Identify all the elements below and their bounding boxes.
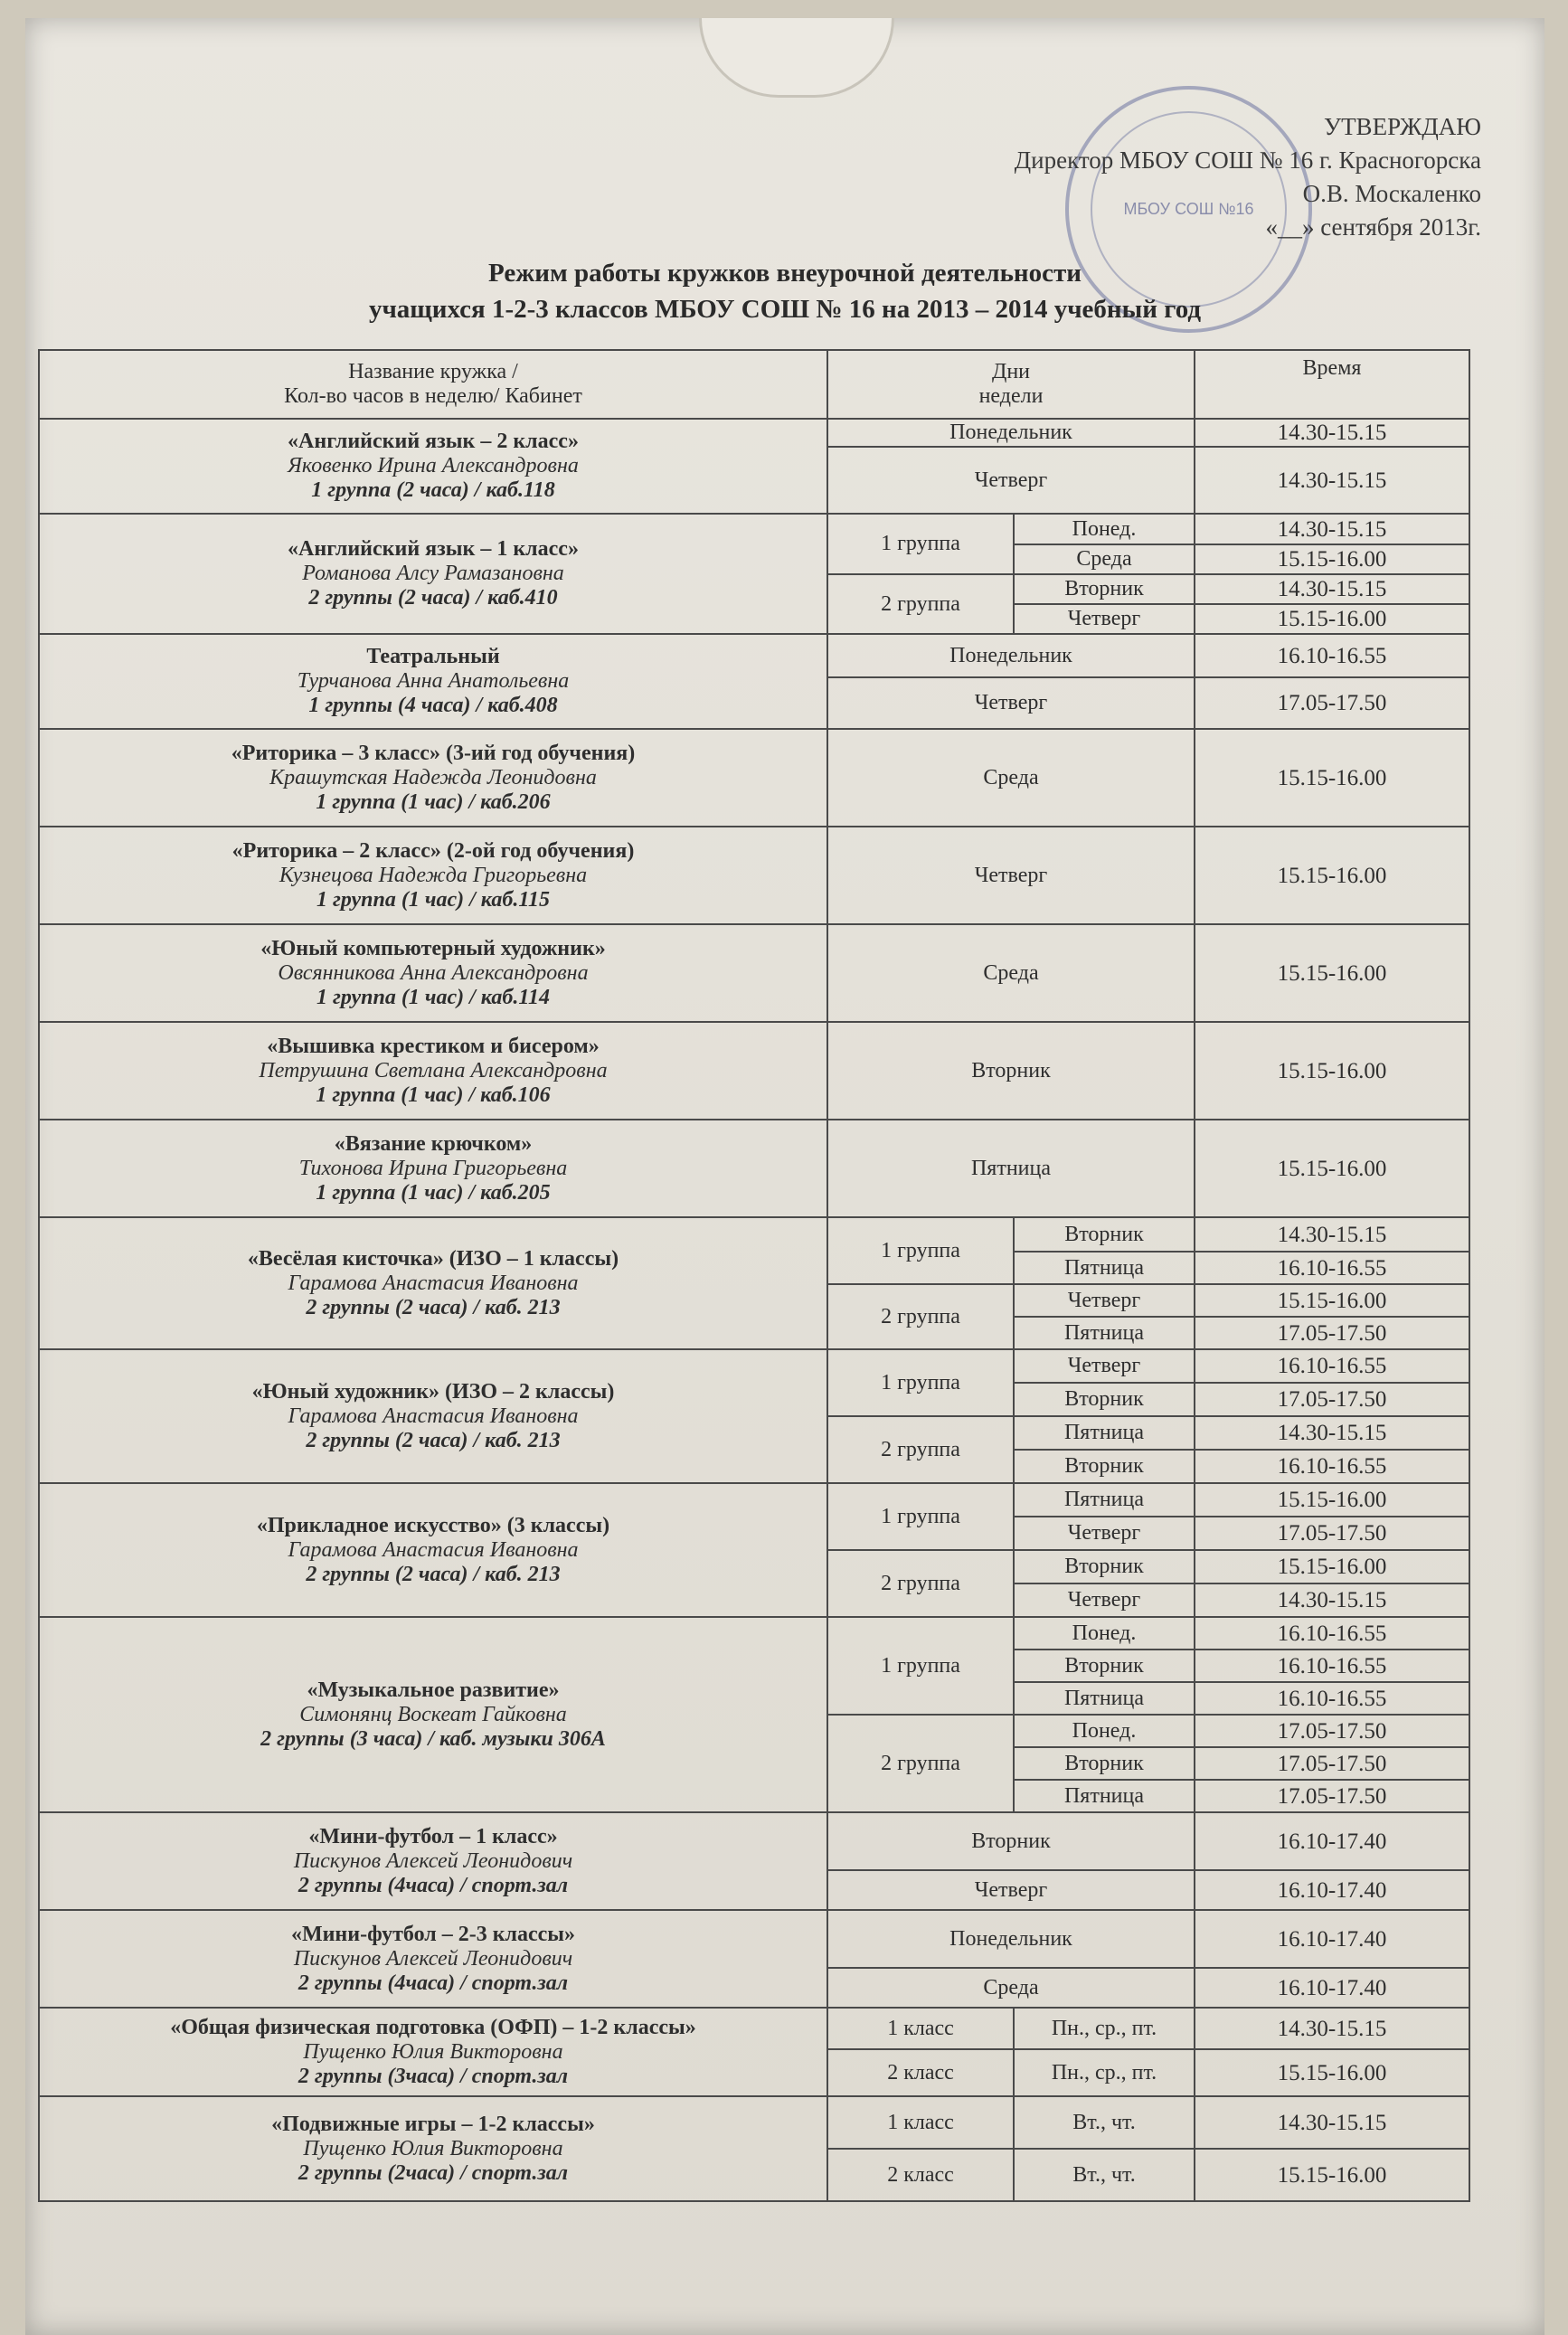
time-cell: 15.15-16.00 <box>1195 544 1469 574</box>
time-cell: 16.10-16.55 <box>1195 1252 1469 1284</box>
schedule-row <box>39 514 1469 544</box>
time-cell: 17.05-17.50 <box>1195 1517 1469 1550</box>
group-label: 1 группа <box>827 1217 1014 1284</box>
circle-teacher: Романова Алсу Рамазановна <box>302 562 564 585</box>
day-cell: Среда <box>827 924 1195 1022</box>
schedule-row <box>39 1483 1469 1517</box>
day-cell: Вторник <box>1014 1217 1195 1252</box>
time-cell: 16.10-17.40 <box>1195 1870 1469 1910</box>
day-cell: Четверг <box>827 677 1195 729</box>
day-cell: Среда <box>827 1968 1195 2008</box>
schedule-row <box>39 2096 1469 2149</box>
sheet-protector-tab <box>699 18 894 98</box>
time-cell: 17.05-17.50 <box>1195 1780 1469 1812</box>
time-cell: 14.30-15.15 <box>1195 447 1469 514</box>
circle-info-cell <box>39 2096 827 2201</box>
circle-name: «Риторика – 3 класс» (3-ий год обучения) <box>231 741 636 765</box>
day-cell: Четверг <box>1014 604 1195 634</box>
approval-heading: УТВЕРЖДАЮ <box>1323 113 1481 140</box>
schedule-row <box>39 1812 1469 1870</box>
time-cell: 17.05-17.50 <box>1195 1747 1469 1780</box>
circle-name: «Юный художник» (ИЗО – 2 классы) <box>251 1379 615 1404</box>
time-cell: 14.30-15.15 <box>1195 419 1469 447</box>
circle-groups-room: 2 группы (2 часа) / каб.410 <box>308 586 558 610</box>
day-cell: Пятница <box>1014 1483 1195 1517</box>
time-cell: 15.15-16.00 <box>1195 827 1469 924</box>
circle-info-cell <box>39 514 827 634</box>
group-label: 1 группа <box>827 1349 1014 1416</box>
circle-name: Театральный <box>366 645 500 668</box>
circle-teacher: Яковенко Ирина Александровна <box>288 454 579 477</box>
day-cell: Пятница <box>1014 1682 1195 1715</box>
day-cell: Пн., ср., пт. <box>1014 2008 1195 2049</box>
time-cell: 14.30-15.15 <box>1195 2008 1469 2049</box>
circle-name: «Мини-футбол – 1 класс» <box>308 1824 558 1848</box>
circle-groups-room: 2 группы (2 часа) / каб. 213 <box>306 1295 561 1319</box>
time-cell: 16.10-17.40 <box>1195 1968 1469 2008</box>
group-label: 2 группа <box>827 1715 1014 1812</box>
schedule-row <box>39 1022 1469 1120</box>
circle-groups-room: 2 группы (2 часа) / каб. 213 <box>306 1428 561 1452</box>
circle-info-cell <box>39 729 827 827</box>
circle-info-cell <box>39 2008 827 2096</box>
day-cell: Пятница <box>1014 1416 1195 1450</box>
day-cell: Вторник <box>1014 574 1195 604</box>
circle-groups-room: 1 группа (1 час) / каб.106 <box>316 1082 551 1107</box>
day-cell: Вторник <box>1014 1383 1195 1416</box>
circle-info-cell <box>39 1120 827 1217</box>
time-cell: 17.05-17.50 <box>1195 1715 1469 1747</box>
time-cell: 16.10-17.40 <box>1195 1910 1469 1968</box>
header-time: Время <box>1195 350 1469 419</box>
approval-block <box>1015 110 1481 244</box>
day-cell: Вторник <box>1014 1450 1195 1483</box>
time-cell: 15.15-16.00 <box>1195 2049 1469 2096</box>
circle-teacher: Пискунов Алексей Леонидович <box>293 1848 573 1873</box>
circle-teacher: Крашутская Надежда Леонидовна <box>269 765 597 789</box>
group-label: 2 группа <box>827 1416 1014 1483</box>
day-cell: Вторник <box>1014 1747 1195 1780</box>
circle-groups-room: 2 группы (4часа) / спорт.зал <box>298 1873 569 1897</box>
time-cell: 14.30-15.15 <box>1195 1217 1469 1252</box>
group-label: 2 группа <box>827 1284 1014 1349</box>
circle-teacher: Пущенко Юлия Викторовна <box>303 2136 563 2160</box>
time-cell: 16.10-16.55 <box>1195 1617 1469 1650</box>
time-cell: 17.05-17.50 <box>1195 1317 1469 1349</box>
seal-text: МБОУ СОШ №16 <box>1123 200 1254 218</box>
circle-teacher: Петрушина Светлана Александровна <box>259 1058 608 1082</box>
day-cell: Вторник <box>827 1812 1195 1870</box>
circle-teacher: Кузнецова Надежда Григорьевна <box>279 863 588 887</box>
time-cell: 14.30-15.15 <box>1195 2096 1469 2149</box>
circle-name: «Подвижные игры – 1-2 классы» <box>271 2112 595 2136</box>
schedule-row <box>39 1120 1469 1217</box>
time-cell: 17.05-17.50 <box>1195 677 1469 729</box>
approval-name: О.В. Москаленко <box>1302 180 1481 207</box>
circle-groups-room: 2 группы (3часа) / спорт.зал <box>298 2064 569 2088</box>
time-cell: 15.15-16.00 <box>1195 1550 1469 1583</box>
day-cell: Вторник <box>1014 1650 1195 1682</box>
group-label: 1 класс <box>827 2096 1014 2149</box>
time-cell: 17.05-17.50 <box>1195 1383 1469 1416</box>
circle-groups-room: 1 группа (1 час) / каб.205 <box>316 1180 551 1205</box>
circle-groups-room: 2 группы (2 часа) / каб. 213 <box>306 1562 561 1586</box>
circle-teacher: Пущенко Юлия Викторовна <box>303 2039 563 2064</box>
header-name: Название кружка / Кол-во часов в неделю/ Кабинет <box>39 350 827 419</box>
time-cell: 15.15-16.00 <box>1195 729 1469 827</box>
time-cell: 16.10-16.55 <box>1195 1650 1469 1682</box>
schedule-row <box>39 2008 1469 2049</box>
circle-name: «Юный компьютерный художник» <box>260 936 606 960</box>
group-label: 2 класс <box>827 2149 1014 2201</box>
day-cell: Пятница <box>1014 1317 1195 1349</box>
circle-name: «Музыкальное развитие» <box>307 1678 560 1702</box>
page-title <box>25 255 1544 327</box>
circle-name: «Английский язык – 2 класс» <box>288 430 579 453</box>
circle-groups-room: 2 группы (4часа) / спорт.зал <box>298 1971 569 1995</box>
schedule-row <box>39 1217 1469 1252</box>
circle-groups-room: 1 группа (1 час) / каб.114 <box>316 985 550 1009</box>
day-cell: Понедельник <box>827 419 1195 447</box>
title-line-2: учащихся 1-2-3 классов МБОУ СОШ № 16 на 2013 – 2014 учебный год <box>368 295 1202 324</box>
time-cell: 14.30-15.15 <box>1195 1416 1469 1450</box>
circle-name: «Вязание крючком» <box>334 1131 533 1156</box>
time-cell: 15.15-16.00 <box>1195 1120 1469 1217</box>
day-cell: Пн., ср., пт. <box>1014 2049 1195 2096</box>
title-line-1: Режим работы кружков внеурочной деятельности <box>488 259 1082 288</box>
day-cell: Пятница <box>1014 1780 1195 1812</box>
header-row <box>39 350 1469 419</box>
time-cell: 15.15-16.00 <box>1195 1022 1469 1120</box>
approval-director: Директор МБОУ СОШ № 16 г. Красногорска <box>1014 147 1481 174</box>
schedule-row <box>39 1910 1469 1968</box>
day-cell: Понед. <box>1014 1617 1195 1650</box>
circle-info-cell <box>39 1910 827 2008</box>
group-label: 1 группа <box>827 1483 1014 1550</box>
schedule-row <box>39 634 1469 677</box>
time-cell: 16.10-16.55 <box>1195 1682 1469 1715</box>
schedule-table <box>38 349 1470 2202</box>
day-cell: Понедельник <box>827 1910 1195 1968</box>
circle-groups-room: 2 группы (2часа) / спорт.зал <box>298 2160 569 2185</box>
time-cell: 15.15-16.00 <box>1195 1284 1469 1317</box>
day-cell: Среда <box>827 729 1195 827</box>
time-cell: 15.15-16.00 <box>1195 2149 1469 2201</box>
circle-teacher: Турчанова Анна Анатольевна <box>297 669 570 693</box>
circle-teacher: Пискунов Алексей Леонидович <box>293 1946 573 1971</box>
day-cell: Пятница <box>827 1120 1195 1217</box>
day-cell: Четверг <box>1014 1284 1195 1317</box>
circle-info-cell <box>39 634 827 729</box>
circle-teacher: Гарамова Анастасия Ивановна <box>288 1404 579 1428</box>
day-cell: Пятница <box>1014 1252 1195 1284</box>
time-cell: 14.30-15.15 <box>1195 514 1469 544</box>
day-cell: Четверг <box>1014 1517 1195 1550</box>
circle-name: «Риторика – 2 класс» (2-ой год обучения) <box>231 838 635 863</box>
group-label: 1 класс <box>827 2008 1014 2049</box>
time-cell: 15.15-16.00 <box>1195 1483 1469 1517</box>
schedule-row <box>39 1617 1469 1650</box>
time-cell: 16.10-16.55 <box>1195 1450 1469 1483</box>
day-cell: Вт., чт. <box>1014 2096 1195 2149</box>
schedule-row <box>39 827 1469 924</box>
circle-teacher: Гарамова Анастасия Ивановна <box>288 1271 579 1295</box>
day-cell: Четверг <box>827 827 1195 924</box>
circle-info-cell <box>39 1812 827 1910</box>
day-cell: Среда <box>1014 544 1195 574</box>
schedule-row <box>39 924 1469 1022</box>
time-cell: 15.15-16.00 <box>1195 604 1469 634</box>
day-cell: Вторник <box>827 1022 1195 1120</box>
circle-teacher: Гарамова Анастасия Ивановна <box>288 1537 579 1562</box>
circle-teacher: Симонянц Воскеат Гайковна <box>299 1702 567 1726</box>
circle-groups-room: 1 группы (4 часа) / каб.408 <box>308 694 558 717</box>
schedule-row <box>39 419 1469 447</box>
group-label: 1 группа <box>827 1617 1014 1715</box>
schedule-row <box>39 1349 1469 1383</box>
day-cell: Вт., чт. <box>1014 2149 1195 2201</box>
group-label: 2 группа <box>827 574 1014 634</box>
day-cell: Четверг <box>827 1870 1195 1910</box>
circle-teacher: Тихонова Ирина Григорьевна <box>298 1156 568 1180</box>
time-cell: 16.10-16.55 <box>1195 634 1469 677</box>
day-cell: Вторник <box>1014 1550 1195 1583</box>
circle-info-cell <box>39 924 827 1022</box>
group-label: 2 класс <box>827 2049 1014 2096</box>
time-cell: 14.30-15.15 <box>1195 1583 1469 1617</box>
circle-groups-room: 1 группа (1 час) / каб.206 <box>316 789 551 814</box>
group-label: 1 группа <box>827 514 1014 574</box>
day-cell: Понедельник <box>827 634 1195 677</box>
day-cell: Понед. <box>1014 514 1195 544</box>
approval-date: «__» сентября 2013г. <box>1265 213 1481 241</box>
circle-name: «Общая физическая подготовка (ОФП) – 1-2 классы» <box>170 2015 696 2039</box>
circle-name: «Вышивка крестиком и бисером» <box>267 1034 600 1058</box>
circle-teacher: Овсянникова Анна Александровна <box>278 960 589 985</box>
circle-info-cell <box>39 1617 827 1812</box>
circle-info-cell <box>39 1217 827 1349</box>
time-cell: 14.30-15.15 <box>1195 574 1469 604</box>
day-cell: Четверг <box>827 447 1195 514</box>
circle-name: «Прикладное искусство» (3 классы) <box>256 1513 610 1537</box>
circle-info-cell <box>39 1349 827 1483</box>
circle-groups-room: 1 группа (1 час) / каб.115 <box>316 887 550 912</box>
circle-info-cell <box>39 1483 827 1617</box>
circle-name: «Весёлая кисточка» (ИЗО – 1 классы) <box>247 1246 619 1271</box>
group-label: 2 группа <box>827 1550 1014 1617</box>
time-cell: 16.10-17.40 <box>1195 1812 1469 1870</box>
day-cell: Четверг <box>1014 1583 1195 1617</box>
time-cell: 15.15-16.00 <box>1195 924 1469 1022</box>
circle-info-cell <box>39 827 827 924</box>
circle-info-cell <box>39 1022 827 1120</box>
time-cell: 16.10-16.55 <box>1195 1349 1469 1383</box>
circle-info-cell <box>39 419 827 514</box>
circle-groups-room: 1 группа (2 часа) / каб.118 <box>311 478 555 502</box>
circle-name: «Мини-футбол – 2-3 классы» <box>290 1922 576 1946</box>
day-cell: Понед. <box>1014 1715 1195 1747</box>
day-cell: Четверг <box>1014 1349 1195 1383</box>
schedule-row <box>39 729 1469 827</box>
circle-name: «Английский язык – 1 класс» <box>288 537 579 561</box>
circle-groups-room: 2 группы (3 часа) / каб. музыки 306А <box>260 1726 606 1751</box>
header-days: Дни недели <box>827 350 1195 419</box>
